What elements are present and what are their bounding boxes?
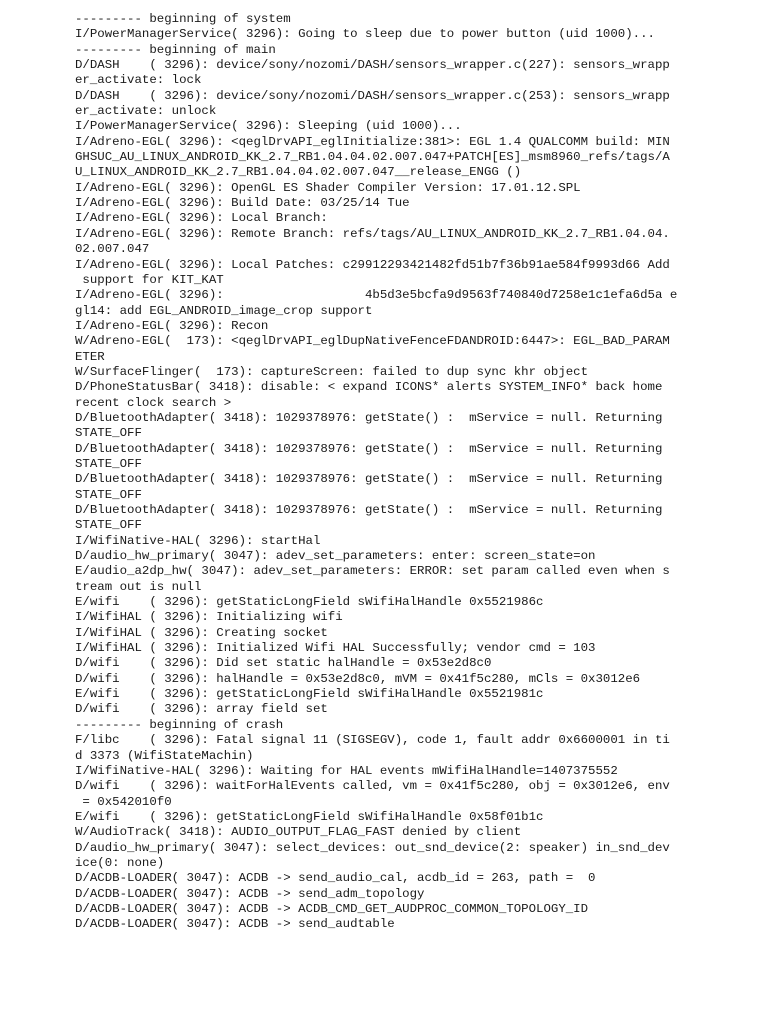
log-line: I/PowerManagerService( 3296): Sleeping (uid 1000)...	[75, 119, 462, 134]
log-line: D/BluetoothAdapter( 3418): 1029378976: getState() : mService = null. Returning	[75, 472, 663, 487]
log-line: D/DASH ( 3296): device/sony/nozomi/DASH/sensors_wrapper.c(227): sensors_wrapp	[75, 58, 670, 73]
log-line: D/audio_hw_primary( 3047): adev_set_parameters: enter: screen_state=on	[75, 549, 596, 564]
log-line: W/Adreno-EGL( 173): <qeglDrvAPI_eglDupNativeFenceFDANDROID:6447>: EGL_BAD_PARAM	[75, 334, 670, 349]
log-line: = 0x542010f0	[75, 794, 172, 809]
log-line: D/ACDB-LOADER( 3047): ACDB -> ACDB_CMD_GET_AUDPROC_COMMON_TOPOLOGY_ID	[75, 901, 589, 916]
log-line: --------- beginning of main	[75, 42, 276, 57]
log-line: D/BluetoothAdapter( 3418): 1029378976: getState() : mService = null. Returning	[75, 503, 663, 517]
log-line: STATE_OFF	[75, 426, 142, 441]
log-line: I/Adreno-EGL( 3296): 4b5d3e5bcfa9d9563f740840d7258e1c1efa6d5a e	[75, 288, 678, 303]
log-line: --------- beginning of crash	[75, 717, 284, 732]
log-line: D/wifi ( 3296): halHandle = 0x53e2d8c0, mVM = 0x41f5c280, mCls = 0x3012e6	[75, 671, 641, 686]
log-line: I/WifiHAL ( 3296): Creating socket	[75, 625, 328, 640]
log-line: D/wifi ( 3296): array field set	[75, 702, 328, 717]
log-line: I/Adreno-EGL( 3296): Local Patches: c29912293421482fd51b7f36b91ae584f9993d66 Add	[75, 257, 670, 272]
log-line: E/wifi ( 3296): getStaticLongField sWifiHalHandle 0x58f01b1c	[75, 809, 544, 824]
log-line: tream out is null	[75, 579, 202, 594]
log-line: I/Adreno-EGL( 3296): Build Date: 03/25/14 Tue	[75, 196, 410, 211]
log-line: E/wifi ( 3296): getStaticLongField sWifiHalHandle 0x5521981c	[75, 687, 544, 702]
log-line: W/AudioTrack( 3418): AUDIO_OUTPUT_FLAG_FAST denied by client	[75, 825, 522, 840]
log-line: I/WifiHAL ( 3296): Initialized Wifi HAL Successfully; vendor cmd = 103	[75, 641, 596, 656]
log-line: D/wifi ( 3296): waitForHalEvents called, vm = 0x41f5c280, obj = 0x3012e6, env	[75, 779, 670, 794]
log-line: GHSUC_AU_LINUX_ANDROID_KK_2.7_RB1.04.04.02.007.047+PATCH[ES]_msm8960_refs/tags/A	[75, 150, 670, 165]
log-line: er_activate: unlock	[75, 104, 217, 119]
log-line: --------- beginning of system	[75, 12, 291, 26]
log-line: E/wifi ( 3296): getStaticLongField sWifiHalHandle 0x5521986c	[75, 595, 544, 610]
log-line: I/Adreno-EGL( 3296): OpenGL ES Shader Compiler Version: 17.01.12.SPL	[75, 180, 581, 195]
log-line: STATE_OFF	[75, 487, 142, 502]
log-line: ice(0: none)	[75, 855, 165, 870]
log-line: W/SurfaceFlinger( 173): captureScreen: failed to dup sync khr object	[75, 364, 589, 379]
log-line: I/WifiNative-HAL( 3296): startHal	[75, 533, 321, 548]
log-line: STATE_OFF	[75, 456, 142, 471]
log-line: F/libc ( 3296): Fatal signal 11 (SIGSEGV), code 1, fault addr 0x6600001 in ti	[75, 733, 670, 748]
log-line: ETER	[75, 349, 105, 364]
log-line: E/audio_a2dp_hw( 3047): adev_set_parameters: ERROR: set param called even when s	[75, 564, 670, 579]
log-line: D/BluetoothAdapter( 3418): 1029378976: getState() : mService = null. Returning	[75, 441, 663, 456]
log-line: I/Adreno-EGL( 3296): Local Branch:	[75, 211, 328, 226]
log-line: D/DASH ( 3296): device/sony/nozomi/DASH/sensors_wrapper.c(253): sensors_wrapp	[75, 88, 670, 103]
log-line: D/PhoneStatusBar( 3418): disable: < expand ICONS* alerts SYSTEM_INFO* back home	[75, 380, 663, 395]
log-line: D/ACDB-LOADER( 3047): ACDB -> send_audtable	[75, 917, 395, 932]
log-line: I/Adreno-EGL( 3296): Remote Branch: refs/tags/AU_LINUX_ANDROID_KK_2.7_RB1.04.04.	[75, 226, 670, 241]
log-line: D/wifi ( 3296): Did set static halHandle = 0x53e2d8c0	[75, 656, 492, 671]
log-line: recent clock search >	[75, 395, 232, 410]
log-line: gl14: add EGL_ANDROID_image_crop support	[75, 303, 373, 318]
log-document	[75, 12, 685, 933]
log-line: D/ACDB-LOADER( 3047): ACDB -> send_adm_topology	[75, 886, 425, 901]
log-line: D/ACDB-LOADER( 3047): ACDB -> send_audio_cal, acdb_id = 263, path = 0	[75, 871, 596, 886]
log-line: D/BluetoothAdapter( 3418): 1029378976: getState() : mService = null. Returning	[75, 410, 663, 425]
log-line: d 3373 (WifiStateMachin)	[75, 748, 254, 763]
log-line: I/PowerManagerService( 3296): Going to sleep due to power button (uid 1000)...	[75, 27, 655, 42]
log-line: I/Adreno-EGL( 3296): <qeglDrvAPI_eglInitialize:381>: EGL 1.4 QUALCOMM build: MIN	[75, 134, 670, 149]
log-line: U_LINUX_ANDROID_KK_2.7_RB1.04.04.02.007.047__release_ENGG ()	[75, 165, 522, 180]
log-line: support for KIT_KAT	[75, 272, 224, 287]
log-line: er_activate: lock	[75, 73, 202, 88]
log-line: 02.007.047	[75, 242, 150, 257]
log-line: I/WifiNative-HAL( 3296): Waiting for HAL events mWifiHalHandle=1407375552	[75, 763, 618, 778]
log-line: D/audio_hw_primary( 3047): select_devices: out_snd_device(2: speaker) in_snd_dev	[75, 840, 670, 855]
log-line: I/WifiHAL ( 3296): Initializing wifi	[75, 610, 343, 625]
log-line: STATE_OFF	[75, 518, 142, 533]
log-line: I/Adreno-EGL( 3296): Recon	[75, 318, 269, 333]
